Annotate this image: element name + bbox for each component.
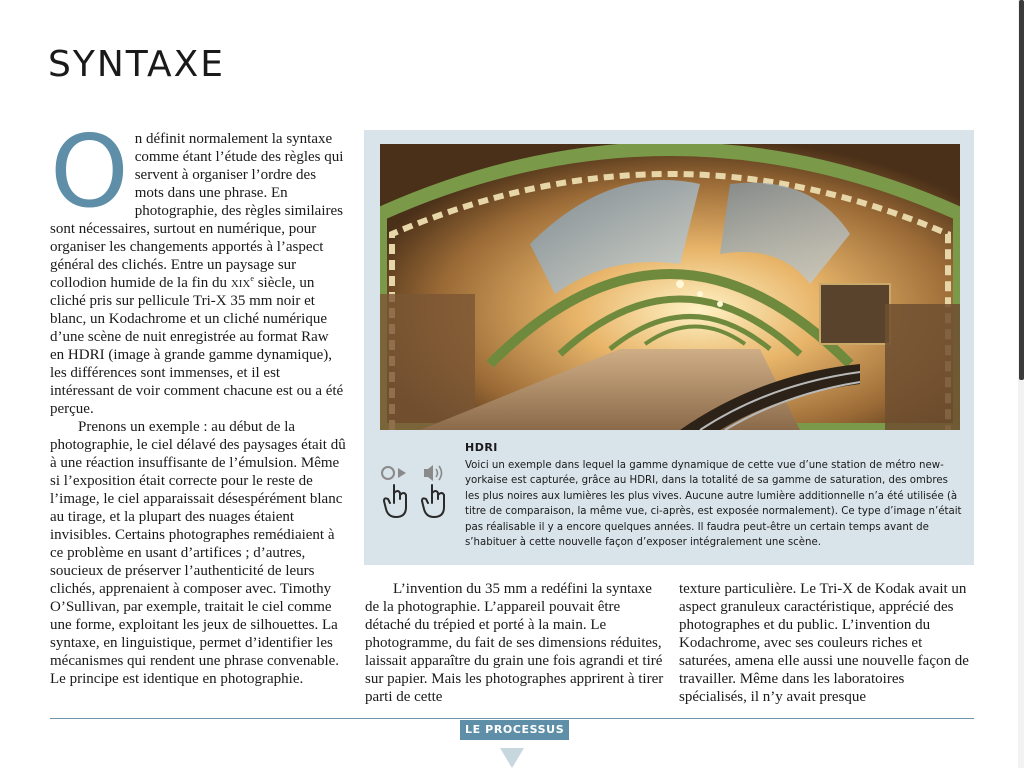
paragraph-1 [50, 113, 346, 418]
footer-divider [50, 718, 974, 719]
subway-station-photo [380, 144, 960, 430]
drop-cap: O [50, 113, 129, 230]
column-2-text: L’invention du 35 mm a redéfini la syntaxe de la photographie. L’appareil pouvait être détaché du trépied et porté à la main. Le photogramme, du fait de ses dimensions réduites, laissait apparaître du grain une fois agrandi et tiré sur papier. Mais les photographes apprirent à tirer parti de cette [365, 581, 664, 705]
column-1 [50, 113, 346, 688]
century-numeral: xix [230, 275, 251, 291]
paragraph-1-text: n définit normalement la syntaxe comme étant l’étude des règles qui servent à organiser l’ordre des mots dans une phrase. En photographie, des règles similaires sont nécessaires, surtout en numérique, pour organiser les changements apportés à l’aspect général des clichés. Entre un paysage sur collodion humide de la fin du [50, 131, 344, 291]
column-2 [365, 580, 665, 706]
figure-box [364, 130, 974, 565]
column-3 [679, 580, 975, 706]
paragraph-1-text-continued: siècle, un cliché pris sur pellicule Tri-X 35 mm noir et blanc, un Kodachrome et un cliché numérique d’une scène de nuit enregistrée au format Raw en HDRI (image à grande gamme dynamique), les différences sont immenses, et il est intéressant de voir comment chacune est ou a été perçue. [50, 275, 344, 417]
century-superscript: e [250, 274, 254, 283]
media-controls [376, 463, 452, 519]
page-title: SYNTAXE [48, 44, 226, 85]
caption-text: Voici un exemple dans lequel la gamme dynamique de cette vue d’une station de métro new-yorkaise est capturée, grâce au HDRI, dans la totalité de sa gamme de saturation, des ombres les plus noires aux lumières les plus vives. Aucune autre lumière additionnelle n’a été utilisée (à titre de comparaison, la même vue, ci-après, est exposée normalement). Ce type d’image n’était pas réalisable il y a encore quelques années. Il faudra peut-être un certain temps avant de s’habituer à cette nouvelle façon d’exposer intégralement une scène. [465, 460, 962, 549]
subway-station-illustration [380, 144, 960, 430]
scrollbar[interactable] [1018, 0, 1024, 768]
chevron-down-icon[interactable] [500, 748, 524, 768]
scrollbar-thumb[interactable] [1019, 0, 1024, 380]
paragraph-2: Prenons un exemple : au début de la photographie, le ciel délavé des paysages était dû à une réaction insuffisante de l’émulsion. Même si l’exposition était correcte pour le reste de l’image, le ciel apparaissait désespérément blanc au tirage, et la plupart des nuages étaient invisibles. Certains photographes remédiaient à ce problème en usant d’artifices ; d’autres, soucieux de préserver l’authenticité de leurs clichés, apprenaient à composer avec. Timothy O’Sullivan, par exemple, traitait le ciel comme une forme, exploitant les jeux de silhouettes. La syntaxe, en linguistique, permet d’identifier les mécanismes qui rendent une phrase convenable. Le principe est identique en photographie. [50, 419, 346, 687]
tap-play-icon[interactable] [376, 463, 452, 519]
column-3-text: texture particulière. Le Tri-X de Kodak avait un aspect granuleux caractéristique, apprécié des photographes et du public. L’invention du Kodachrome, avec ses couleurs riches et saturées, amena elle aussi une nouvelle façon de travailler. Même dans les laboratoires spécialisés, il n’y avait presque [679, 581, 969, 705]
section-badge[interactable]: LE PROCESSUS [460, 720, 569, 740]
caption-title: HDRI [465, 441, 498, 454]
